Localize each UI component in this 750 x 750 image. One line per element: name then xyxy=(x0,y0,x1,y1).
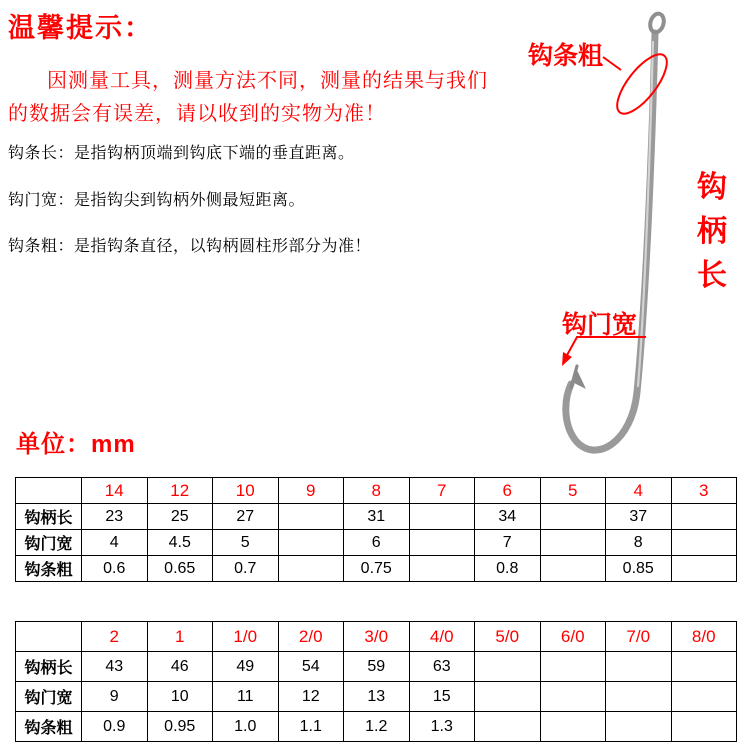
value-cell xyxy=(540,652,606,682)
value-cell xyxy=(278,556,344,582)
value-cell xyxy=(409,556,475,582)
value-cell: 1.0 xyxy=(213,712,279,742)
size-header-cell: 6/0 xyxy=(540,622,606,652)
value-cell xyxy=(671,530,737,556)
value-cell xyxy=(671,652,737,682)
tips-title: 温馨提示： xyxy=(8,13,153,43)
size-header-cell: 3/0 xyxy=(344,622,410,652)
size-header-cell: 2/0 xyxy=(278,622,344,652)
hook-body xyxy=(566,33,655,450)
size-header-row xyxy=(16,478,737,504)
size-header-cell: 7 xyxy=(409,478,475,504)
gap-width-label: 钩门宽 xyxy=(562,311,638,339)
value-cell xyxy=(409,530,475,556)
value-cell xyxy=(540,530,606,556)
shank-length-label: 钩柄长 xyxy=(697,171,727,292)
value-cell: 7 xyxy=(475,530,541,556)
value-cell: 0.95 xyxy=(147,712,213,742)
value-cell: 1.3 xyxy=(409,712,475,742)
value-cell: 9 xyxy=(82,682,148,712)
row-label: 钩条粗 xyxy=(16,556,82,582)
value-cell: 54 xyxy=(278,652,344,682)
size-header-cell xyxy=(16,478,82,504)
size-header-cell: 5 xyxy=(540,478,606,504)
size-header-cell: 12 xyxy=(147,478,213,504)
value-cell xyxy=(475,682,541,712)
row-label: 钩门宽 xyxy=(16,530,82,556)
value-cell: 49 xyxy=(213,652,279,682)
value-cell xyxy=(540,556,606,582)
size-table-large-hooks xyxy=(15,621,737,742)
definition-hook-length: 钩条长：是指钩柄顶端到钩底下端的垂直距离。 xyxy=(8,145,355,162)
value-cell: 1.1 xyxy=(278,712,344,742)
value-cell: 6 xyxy=(344,530,410,556)
value-cell: 25 xyxy=(147,504,213,530)
value-cell xyxy=(475,712,541,742)
size-header-cell: 14 xyxy=(82,478,148,504)
value-cell: 4 xyxy=(82,530,148,556)
notice-line-1: 因测量工具，测量方法不同，测量的结果与我们 xyxy=(47,70,488,92)
value-cell xyxy=(409,504,475,530)
size-header-cell: 3 xyxy=(671,478,737,504)
value-cell: 1.2 xyxy=(344,712,410,742)
size-header-cell: 1 xyxy=(147,622,213,652)
wire-pointer-line xyxy=(603,57,621,70)
value-cell: 0.8 xyxy=(475,556,541,582)
wire-highlight-ellipse xyxy=(609,47,675,121)
size-header-cell: 6 xyxy=(475,478,541,504)
value-cell: 13 xyxy=(344,682,410,712)
value-cell: 10 xyxy=(147,682,213,712)
value-cell xyxy=(606,712,672,742)
hook-eye xyxy=(648,12,666,34)
size-header-cell: 2 xyxy=(82,622,148,652)
value-cell xyxy=(540,682,606,712)
size-header-cell xyxy=(16,622,82,652)
value-cell xyxy=(278,530,344,556)
notice-line-2: 的数据会有误差，请以收到的实物为准！ xyxy=(8,103,386,125)
value-cell: 0.7 xyxy=(213,556,279,582)
wire-thickness-label: 钩条粗 xyxy=(528,42,604,70)
value-cell xyxy=(671,556,737,582)
value-cell xyxy=(278,504,344,530)
value-cell: 27 xyxy=(213,504,279,530)
value-cell: 37 xyxy=(606,504,672,530)
definition-gap-width: 钩门宽：是指钩尖到钩柄外侧最短距离。 xyxy=(8,192,306,209)
value-cell: 0.65 xyxy=(147,556,213,582)
value-cell: 46 xyxy=(147,652,213,682)
value-cell: 0.9 xyxy=(82,712,148,742)
size-header-cell: 1/0 xyxy=(213,622,279,652)
value-cell: 15 xyxy=(409,682,475,712)
value-cell xyxy=(671,682,737,712)
value-cell xyxy=(671,504,737,530)
size-header-cell: 7/0 xyxy=(606,622,672,652)
value-cell: 31 xyxy=(344,504,410,530)
size-header-cell: 8 xyxy=(344,478,410,504)
value-cell: 23 xyxy=(82,504,148,530)
value-cell: 34 xyxy=(475,504,541,530)
value-cell xyxy=(671,712,737,742)
value-cell: 0.6 xyxy=(82,556,148,582)
definition-wire-thickness: 钩条粗：是指钩条直径，以钩柄圆柱形部分为准！ xyxy=(8,238,372,255)
size-header-cell: 8/0 xyxy=(671,622,737,652)
row-label: 钩条粗 xyxy=(16,712,82,742)
value-cell xyxy=(606,652,672,682)
value-cell: 5 xyxy=(213,530,279,556)
size-header-cell: 4 xyxy=(606,478,672,504)
table-row xyxy=(16,682,737,712)
table-row xyxy=(16,652,737,682)
size-header-cell: 5/0 xyxy=(475,622,541,652)
row-label: 钩柄长 xyxy=(16,504,82,530)
value-cell: 8 xyxy=(606,530,672,556)
value-cell: 63 xyxy=(409,652,475,682)
row-label: 钩门宽 xyxy=(16,682,82,712)
table-row xyxy=(16,556,737,582)
value-cell: 59 xyxy=(344,652,410,682)
value-cell xyxy=(606,682,672,712)
size-header-row xyxy=(16,622,737,652)
size-table-small-hooks xyxy=(15,477,737,582)
value-cell: 11 xyxy=(213,682,279,712)
value-cell: 0.85 xyxy=(606,556,672,582)
value-cell xyxy=(475,652,541,682)
unit-label: 单位：mm xyxy=(16,431,136,458)
table-row xyxy=(16,530,737,556)
table-row xyxy=(16,504,737,530)
value-cell xyxy=(540,504,606,530)
value-cell: 4.5 xyxy=(147,530,213,556)
row-label: 钩柄长 xyxy=(16,652,82,682)
value-cell: 0.75 xyxy=(344,556,410,582)
value-cell: 12 xyxy=(278,682,344,712)
size-header-cell: 4/0 xyxy=(409,622,475,652)
table-row xyxy=(16,712,737,742)
value-cell xyxy=(540,712,606,742)
size-header-cell: 9 xyxy=(278,478,344,504)
value-cell: 43 xyxy=(82,652,148,682)
size-header-cell: 10 xyxy=(213,478,279,504)
